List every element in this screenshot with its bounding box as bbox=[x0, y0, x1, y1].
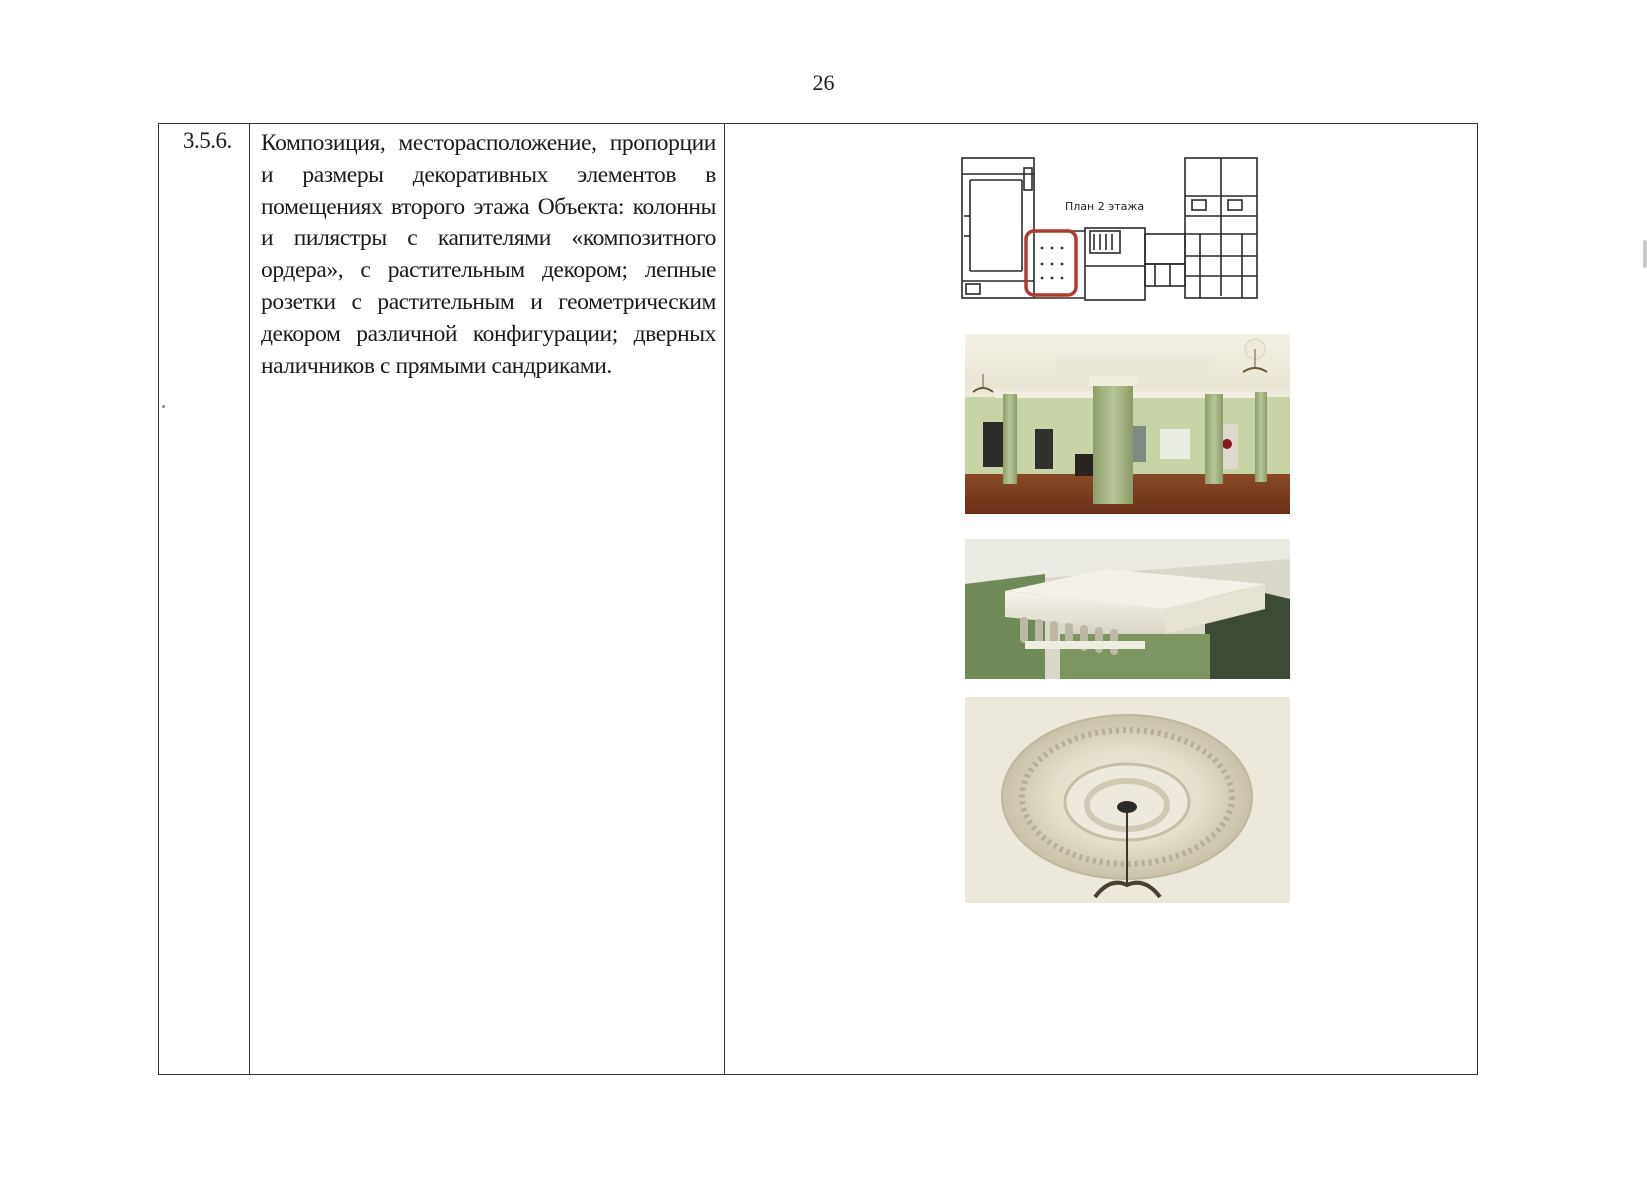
document-table bbox=[158, 123, 1478, 1075]
photo-column-hall bbox=[965, 334, 1290, 514]
floor-plan-drawing bbox=[960, 156, 1260, 306]
page-number: 26 bbox=[812, 70, 835, 95]
row-description-cell bbox=[250, 124, 725, 1074]
row-description: Композиция, месторасположение, пропорции и размеры декоративных элементов в помещениях второго этажа Объекта: колонны и пилястры с капителями «композитного ордера», с растительным декором; лепные розетки с растительным и геометрическим декором различной конфигурации; дверных наличников с прямыми сандриками. bbox=[261, 130, 716, 379]
row-media-cell bbox=[725, 124, 1477, 1074]
row-number-cell bbox=[159, 124, 250, 1074]
photo-ceiling-rosette bbox=[965, 697, 1290, 903]
photo-column-capital bbox=[965, 539, 1290, 679]
scan-edge-mark bbox=[1643, 240, 1647, 268]
floor-plan-label: План 2 этажа bbox=[1065, 200, 1145, 213]
row-number: 3.5.6. bbox=[183, 128, 232, 153]
